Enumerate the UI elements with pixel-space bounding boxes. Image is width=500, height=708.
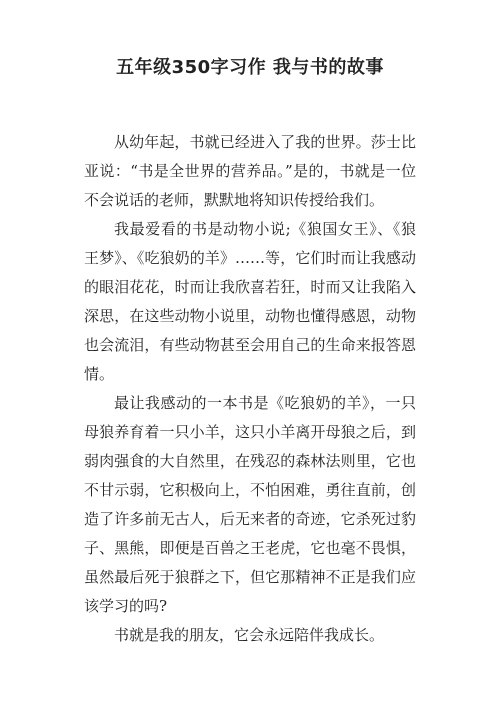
document-title: 五年级350字习作 我与书的故事: [116, 57, 384, 78]
paragraph-2: 我最爱看的书是动物小说;《狼国女王》、《狼王梦》、《吃狼奶的羊》……等，它们时而让我感动的眼泪花花，时而让我欣喜若狂，时而又让我陷入深思，在这些动物小说里，动物也懂得感恩，动物也会流泪，有些动物甚至会用自己的生命来报答恩情。: [84, 220, 416, 383]
paragraph-3: 最让我感动的一本书是《吃狼奶的羊》，一只母狼养育着一只小羊，这只小羊离开母狼之后，到弱肉强食的大自然里，在残忍的森林法则里，它也不甘示弱，它积极向上，不怕困难，勇往直前，创造了许多前无古人，后无来者的奇迹，它杀死过豹子、黑熊，即便是百兽之王老虎，它也毫不畏惧，虽然最后死于狼群之下，但它那精神不正是我们应该学习的吗?: [84, 394, 416, 615]
paragraph-1: 从幼年起，书就已经进入了我的世界。莎士比亚说：“书是全世界的营养品。”是的，书就是一位不会说话的老师，默默地将知识传授给我们。: [84, 133, 416, 209]
paragraph-4: 书就是我的朋友，它会永远陪伴我成长。: [114, 626, 385, 644]
